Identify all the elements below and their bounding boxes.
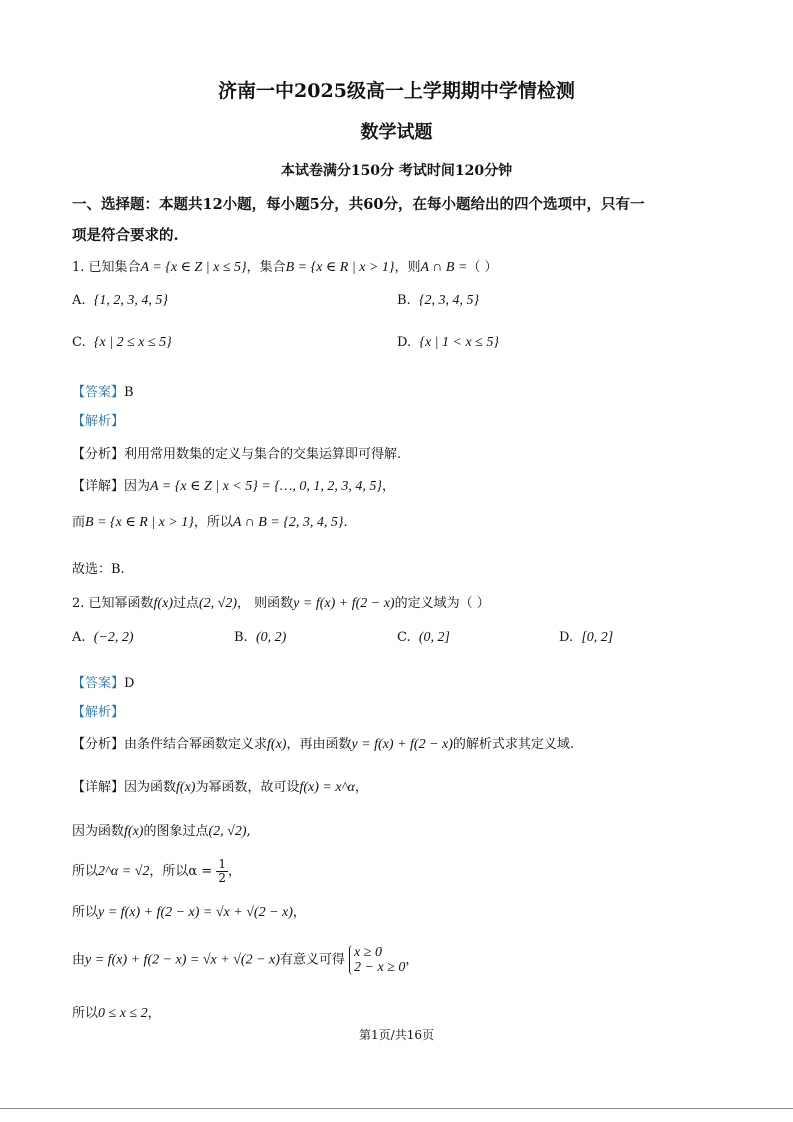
q1-answer-tag: 【答案】 bbox=[72, 385, 125, 400]
q2-d1-math: f(x) = x^α bbox=[299, 780, 355, 795]
q2-answer bbox=[72, 672, 134, 691]
q1-option-b-value: {2, 3, 4, 5} bbox=[418, 293, 480, 308]
q2-d4-prefix: 所以 bbox=[72, 905, 99, 920]
q2-point: (2, √2) bbox=[199, 596, 238, 611]
q2-d6-prefix: 所以 bbox=[72, 1006, 99, 1021]
q2-detail6 bbox=[72, 1002, 161, 1022]
page-divider bbox=[0, 1108, 793, 1109]
q2-option-c-label: C. bbox=[397, 630, 411, 645]
q1-detail2-math2: A ∩ B = {2, 3, 4, 5} bbox=[232, 515, 344, 530]
q1-option-a-label: A. bbox=[72, 293, 86, 308]
q1-detail2-prefix: 而 bbox=[72, 515, 86, 530]
q2-d1-suffix: ， bbox=[354, 780, 368, 795]
q2-option-a-value: (−2, 2) bbox=[93, 630, 134, 645]
q2-d1-fx: f(x) bbox=[176, 780, 196, 795]
q2-option-c bbox=[397, 630, 450, 646]
q1-stem-mid2: ，则 bbox=[394, 260, 421, 275]
q2-d4-math: y = f(x) + f(2 − x) = √x + √(2 − x) bbox=[98, 905, 293, 920]
q1-detail1-math: A = {x ∈ Z | x < 5} = {…, 0, 1, 2, 3, 4, 5} bbox=[150, 479, 382, 494]
q2-d6-math: 0 ≤ x ≤ 2 bbox=[98, 1006, 148, 1021]
q2-option-b-label: B. bbox=[234, 630, 248, 645]
q2-fenxi-tag: 【分析】 bbox=[72, 737, 125, 752]
q2-fenxi bbox=[72, 733, 574, 753]
page-subtitle: 数学试题 bbox=[360, 122, 433, 143]
q1-option-a-value: {1, 2, 3, 4, 5} bbox=[93, 293, 168, 308]
q2-option-d-value: [0, 2] bbox=[581, 630, 614, 645]
q1-paren: （ ） bbox=[467, 260, 498, 275]
q1-option-c bbox=[72, 335, 172, 351]
q2-func: y = f(x) + f(2 − x) bbox=[293, 596, 395, 611]
q1-stem-prefix: 1. 已知集合 bbox=[72, 260, 141, 275]
q2-answer-tag: 【答案】 bbox=[72, 676, 125, 691]
q2-option-c-value: (0, 2] bbox=[418, 630, 451, 645]
q2-d3-fraction bbox=[216, 858, 228, 885]
q2-d3-math: 2^α = √2 bbox=[98, 864, 150, 879]
q2-d3-suffix: ， bbox=[228, 864, 242, 879]
q1-fenxi-tag: 【分析】 bbox=[72, 447, 125, 462]
q1-option-d bbox=[397, 335, 499, 351]
q1-fenxi bbox=[72, 443, 401, 462]
q2-detail-tag: 【详解】 bbox=[72, 780, 125, 795]
exam-info: 本试卷满分150分 考试时间120分钟 bbox=[280, 163, 513, 179]
q2-d5-math: y = f(x) + f(2 − x) = √x + √(2 − x) bbox=[85, 952, 280, 968]
q2-answer-value: D bbox=[124, 676, 135, 691]
q2-d2-mid: 的图象过点 bbox=[143, 824, 209, 839]
q1-detail-tag: 【详解】 bbox=[72, 479, 125, 494]
q2-analysis-tag: 【解析】 bbox=[72, 705, 125, 720]
page-number: 第1页/共16页 bbox=[359, 1028, 434, 1042]
q2-d5-mid: 有意义可得 bbox=[279, 952, 345, 968]
q2-stem-mid2: ， 则函数 bbox=[237, 596, 294, 611]
q2-option-b-value: (0, 2) bbox=[255, 630, 287, 645]
q2-detail3 bbox=[72, 858, 241, 885]
q1-option-c-label: C. bbox=[72, 335, 86, 350]
q1-answer bbox=[72, 381, 134, 400]
q2-option-d-label: D. bbox=[559, 630, 574, 645]
q1-stem-mid: ，集合 bbox=[246, 260, 286, 275]
q1-detail2 bbox=[72, 511, 348, 531]
q2-d3-den: 2 bbox=[218, 871, 226, 885]
q2-d6-suffix: ， bbox=[147, 1006, 161, 1021]
q2-fenxi-fx: f(x) bbox=[267, 737, 287, 752]
q2-detail2 bbox=[72, 820, 251, 840]
q2-fenxi-prefix: 由条件结合幂函数定义求 bbox=[124, 737, 268, 752]
q2-option-b bbox=[234, 630, 286, 646]
q2-d4-suffix: ， bbox=[292, 905, 306, 920]
page-title: 济南一中2025级高一上学期期中学情检测 bbox=[218, 80, 575, 102]
q2-d5-prefix: 由 bbox=[72, 952, 86, 968]
q1-option-d-value: {x | 1 < x ≤ 5} bbox=[419, 335, 499, 350]
q1-option-b bbox=[397, 293, 479, 309]
q2-detail5 bbox=[72, 945, 418, 975]
q1-analysis-tag: 【解析】 bbox=[72, 414, 125, 429]
q1-detail1-suffix: ， bbox=[381, 479, 395, 494]
q2-d3-num: 1 bbox=[218, 857, 226, 871]
q1-option-a bbox=[72, 293, 168, 309]
q2-d2-prefix: 因为函数 bbox=[72, 824, 125, 839]
q1-detail2-math: B = {x ∈ R | x > 1} bbox=[85, 515, 194, 530]
q2-d2-suffix: , bbox=[246, 824, 251, 839]
q2-d1-prefix: 因为函数 bbox=[124, 780, 177, 795]
q2-option-a-label: A. bbox=[72, 630, 86, 645]
q2-d5-suffix: ， bbox=[405, 952, 419, 968]
q2-stem-prefix: 2. 已知幂函数 bbox=[72, 596, 154, 611]
q2-d5-cond1: x ≥ 0 bbox=[354, 945, 382, 960]
section-heading-line2: 项是符合要求的. bbox=[72, 227, 179, 244]
q2-d1-mid: 为幂函数，故可设 bbox=[195, 780, 300, 795]
q2-fenxi-func: y = f(x) + f(2 − x) bbox=[351, 737, 453, 752]
q2-fenxi-mid: ，再由函数 bbox=[286, 737, 352, 752]
q2-detail1 bbox=[72, 776, 368, 796]
q1-stem bbox=[72, 256, 498, 276]
q1-set-a: A = {x ∈ Z | x ≤ 5} bbox=[140, 260, 247, 275]
q1-detail2-suffix: . bbox=[343, 515, 348, 530]
q2-option-d bbox=[559, 630, 613, 646]
q2-d2-point: (2, √2) bbox=[208, 824, 247, 839]
q2-fx: f(x) bbox=[153, 596, 173, 611]
q1-detail1 bbox=[72, 475, 395, 495]
q2-stem-suffix: 的定义域为（ ） bbox=[394, 596, 490, 611]
q2-d2-fx: f(x) bbox=[124, 824, 144, 839]
q2-option-a bbox=[72, 630, 134, 646]
section-heading-line1: 一、选择题：本题共12小题，每小题5分，共60分，在每小题给出的四个选项中，只有一 bbox=[72, 196, 645, 213]
q2-fenxi-suffix: 的解析式求其定义域. bbox=[452, 737, 575, 752]
q2-d3-prefix: 所以 bbox=[72, 864, 99, 879]
q2-d3-mid: ，所以α = bbox=[149, 864, 213, 879]
q2-d5-condition-system bbox=[349, 945, 405, 975]
q1-option-c-value: {x | 2 ≤ x ≤ 5} bbox=[93, 335, 172, 350]
q1-detail1-prefix: 因为 bbox=[124, 479, 151, 494]
q2-detail4 bbox=[72, 901, 306, 921]
q2-stem-mid: 过点 bbox=[172, 596, 199, 611]
q1-option-b-label: B. bbox=[397, 293, 411, 308]
q1-detail2-mid: ，所以 bbox=[193, 515, 233, 530]
q1-set-b: B = {x ∈ R | x > 1} bbox=[285, 260, 395, 275]
q1-conclusion: 故选：B. bbox=[72, 562, 125, 577]
q2-d5-cond2: 2 − x ≥ 0 bbox=[354, 960, 406, 975]
q2-stem bbox=[72, 592, 490, 612]
q1-expr: A ∩ B = bbox=[420, 260, 468, 275]
q1-answer-value: B bbox=[124, 385, 134, 400]
q1-option-d-label: D. bbox=[397, 335, 412, 350]
q1-fenxi-text: 利用常用数集的定义与集合的交集运算即可得解. bbox=[124, 447, 402, 462]
